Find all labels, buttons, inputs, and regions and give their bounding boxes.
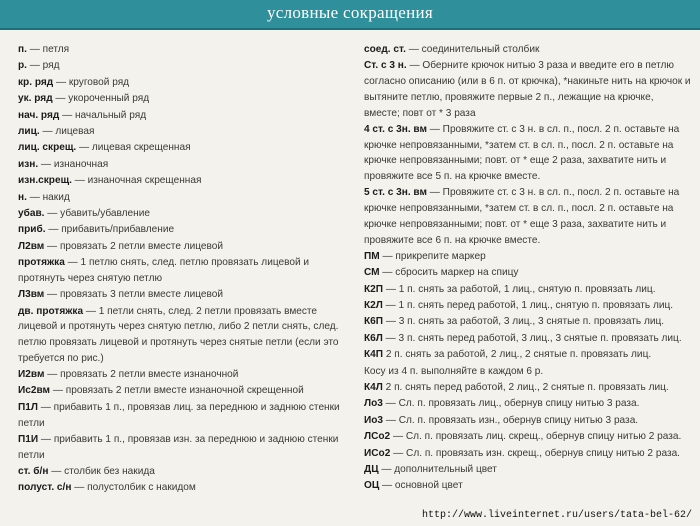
abbreviation-term: приб. xyxy=(18,224,46,236)
abbreviation-term: П1Л xyxy=(18,401,38,413)
abbreviation-definition: — Сл. п. провязать изн. скрещ., обернув спицу нитью 2 раза. xyxy=(390,447,680,459)
abbreviation-definition: — столбик без накида xyxy=(48,466,155,478)
abbreviation-term: Л3вм xyxy=(18,289,45,301)
abbreviation-entry xyxy=(18,140,350,156)
abbreviation-definition: 2 п. снять за работой, 2 лиц., 2 снятые п. провязать лиц. xyxy=(383,349,652,361)
abbreviation-entry xyxy=(364,265,692,281)
abbreviation-definition: — основной цвет xyxy=(379,480,463,492)
abbreviation-definition: — провязать 2 петли вместе изнаночной xyxy=(44,369,239,381)
abbreviation-term: К2П xyxy=(364,283,384,295)
abbreviation-entry xyxy=(18,206,350,222)
abbreviation-definition: — начальный ряд xyxy=(59,109,147,121)
abbreviation-entry xyxy=(18,108,350,124)
abbreviation-term: К4Л xyxy=(364,382,383,394)
abbreviation-definition: — Провяжите ст. с 3 н. в сл. п., посл. 2 п. оставьте на крючке непровязанными, *затем ст. в сл. п., посл. 2 п. оставьте на крючке непровязанными; повт. от * еще 2 раза, захватите нить и провяжите все 5 п. на крючке вместе. xyxy=(364,123,680,182)
abbreviation-term: р. xyxy=(18,60,27,72)
abbreviation-definition: — Сл. п. провязать лиц. скрещ., обернув спицу нитью 2 раза. xyxy=(390,431,682,443)
abbreviation-definition: — 3 п. снять за работой, 3 лиц., 3 снятые п. провязать лиц. xyxy=(383,316,665,328)
abbreviation-entry xyxy=(364,478,692,494)
abbreviation-term: К4П xyxy=(364,349,384,361)
section-header xyxy=(0,0,700,30)
abbreviation-definition: — провязать 2 петли вместе изнаночной скрещенной xyxy=(50,385,304,397)
abbreviation-definition: Косу из 4 п. выполняйте в каждом 6 р. xyxy=(364,365,544,377)
abbreviation-entry xyxy=(18,432,350,463)
abbreviation-entry xyxy=(18,75,350,91)
abbreviation-definition: — прибавить 1 п., провязав лиц. за переднюю и заднюю стенки петли xyxy=(18,401,340,429)
abbreviation-entry xyxy=(364,462,692,478)
abbreviation-definition: — Провяжите ст. с 3 н. в сл. п., посл. 2 п. оставьте на крючке непровязанными, *затем ст. в сл. п., посл. 2 п. оставьте на крючке непровязанными; повт. от * еще 3 раза, захватите нить и провяжите все 6 п. на крючке вместе. xyxy=(364,187,680,246)
abbreviation-term: П1И xyxy=(18,433,39,445)
abbreviation-term: изн. xyxy=(18,158,39,170)
abbreviation-entry xyxy=(364,331,692,347)
abbreviation-term: К6Л xyxy=(364,332,383,344)
abbreviation-entry xyxy=(364,396,692,412)
abbreviation-definition: — изнаночная xyxy=(38,158,109,170)
abbreviation-entry xyxy=(18,287,350,303)
abbreviation-entry xyxy=(364,380,692,396)
abbreviation-definition: — полустолбик с накидом xyxy=(71,482,196,494)
abbreviations-left-column xyxy=(18,42,350,497)
abbreviation-definition: — 1 петли снять, след. 2 петли провязать вместе лицевой и протянуть через снятую петлю, либо 2 петли снять, след. петлю провязать лицевой и протянуть через снятые петли (если это требуется по рис.) xyxy=(18,305,339,364)
abbreviation-entry xyxy=(18,400,350,431)
abbreviation-entry xyxy=(364,42,692,58)
abbreviation-definition: — прибавить/прибавление xyxy=(45,224,175,236)
abbreviation-entry xyxy=(18,255,350,286)
abbreviation-entry xyxy=(364,282,692,298)
abbreviation-definition: — 3 п. снять перед работой, 3 лиц., 3 снятые п. провязать лиц. xyxy=(382,332,682,344)
abbreviation-definition: — сбросить маркер на спицу xyxy=(379,267,519,279)
abbreviation-entry xyxy=(364,446,692,462)
abbreviation-term: И2вм xyxy=(18,369,45,381)
abbreviation-definition: — 1 п. снять за работой, 1 лиц., снятую п. провязать лиц. xyxy=(383,283,656,295)
abbreviation-entry xyxy=(18,304,350,367)
abbreviation-term: 5 ст. с 3н. вм xyxy=(364,187,427,199)
abbreviation-term: н. xyxy=(18,191,27,203)
abbreviation-term: Л2вм xyxy=(18,240,45,252)
abbreviation-term: К2Л xyxy=(364,300,383,312)
abbreviation-term: лиц. скрещ. xyxy=(18,142,77,154)
abbreviation-term: ДЦ xyxy=(364,463,379,475)
abbreviation-entry xyxy=(18,383,350,399)
abbreviation-definition: — прибавить 1 п., провязав изн. за переднюю и заднюю стенки петли xyxy=(18,433,339,461)
abbreviation-entry xyxy=(18,124,350,140)
abbreviation-term: кр. ряд xyxy=(18,76,54,88)
abbreviation-definition: — дополнительный цвет xyxy=(378,463,497,475)
abbreviation-term: изн.скрещ. xyxy=(18,175,72,187)
abbreviation-term: соед. ст. xyxy=(364,44,406,55)
abbreviation-entry xyxy=(364,364,692,380)
abbreviation-term: ЛСо2 xyxy=(364,431,391,443)
abbreviation-entry xyxy=(364,314,692,330)
abbreviation-term: 4 ст. с 3н. вм xyxy=(364,123,427,135)
abbreviation-term: Ст. с 3 н. xyxy=(364,60,407,72)
abbreviation-term: п. xyxy=(18,44,27,55)
abbreviation-term: лиц. xyxy=(18,125,40,137)
abbreviation-entry xyxy=(364,429,692,445)
abbreviations-right-column xyxy=(364,42,692,495)
abbreviation-definition: — Сл. п. провязать изн., обернув спицу нитью 3 раза. xyxy=(383,414,639,426)
abbreviation-entry xyxy=(18,464,350,480)
abbreviation-definition: — 1 петлю снять, след. петлю провязать лицевой и протянуть через снятую петлю xyxy=(18,257,310,284)
abbreviation-entry xyxy=(18,222,350,238)
abbreviation-term: К6П xyxy=(364,316,384,328)
abbreviation-term: полуст. с/н xyxy=(18,482,72,494)
abbreviation-term: протяжка xyxy=(18,257,65,269)
abbreviation-definition: — соединительный столбик xyxy=(405,44,540,55)
abbreviation-definition: — Сл. п. провязать лиц., обернув спицу нитью 3 раза. xyxy=(382,398,640,410)
abbreviation-definition: — убавить/убавление xyxy=(44,207,150,219)
source-url: http://www.liveinternet.ru/users/tata-bel-62/ xyxy=(421,510,692,521)
abbreviation-entry xyxy=(18,157,350,173)
abbreviation-term: Ло3 xyxy=(364,398,383,410)
abbreviation-term: ст. б/н xyxy=(18,466,49,478)
abbreviation-entry xyxy=(364,122,692,185)
abbreviation-term: Ио3 xyxy=(364,414,384,426)
abbreviation-entry xyxy=(18,190,350,206)
abbreviation-definition: — петля xyxy=(26,44,70,55)
abbreviation-definition: — лицевая xyxy=(39,125,95,137)
abbreviation-entry xyxy=(18,239,350,255)
abbreviation-definition: — круговой ряд xyxy=(53,76,130,88)
abbreviation-entry xyxy=(364,58,692,121)
abbreviation-definition: — 1 п. снять перед работой, 1 лиц., снятую п. провязать лиц. xyxy=(382,300,674,312)
abbreviation-entry xyxy=(364,413,692,429)
abbreviation-entry xyxy=(18,58,350,74)
abbreviation-definition: — Оберните крючок нитью 3 раза и введите его в петлю согласно описанию (или в 6 п. от крючка), *накиньте нить на крючок и вытяните петлю, провяжите первые 2 п., лежащие на крючке, вместе; повт от * 3 раза xyxy=(364,60,691,119)
abbreviation-definition: — лицевая скрещенная xyxy=(76,142,191,154)
abbreviation-definition: 2 п. снять перед работой, 2 лиц., 2 снятые п. провязать лиц. xyxy=(382,382,669,394)
abbreviation-definition: — накид xyxy=(26,191,70,203)
abbreviation-definition: — укороченный ряд xyxy=(52,93,150,105)
abbreviation-definition: — провязать 3 петли вместе лицевой xyxy=(44,289,224,301)
abbreviation-term: ОЦ xyxy=(364,480,380,492)
section-title: условные сокращения xyxy=(266,3,434,22)
abbreviation-definition: — изнаночная скрещенная xyxy=(71,175,202,187)
abbreviation-entry xyxy=(364,185,692,248)
abbreviation-term: дв. протяжка xyxy=(18,305,84,317)
abbreviation-entry xyxy=(364,298,692,314)
abbreviation-entry xyxy=(364,249,692,265)
abbreviation-definition: — прикрепите маркер xyxy=(379,250,486,262)
abbreviation-term: Ис2вм xyxy=(18,385,51,397)
abbreviation-term: ПМ xyxy=(364,250,380,262)
abbreviation-term: ук. ряд xyxy=(18,93,53,105)
abbreviation-term: ИСо2 xyxy=(364,447,391,459)
abbreviation-entry xyxy=(18,173,350,189)
abbreviation-term: СМ xyxy=(364,267,380,279)
abbreviation-definition: — провязать 2 петли вместе лицевой xyxy=(44,240,224,252)
abbreviation-entry xyxy=(18,42,350,58)
abbreviation-term: нач. ряд xyxy=(18,109,60,121)
abbreviation-entry xyxy=(18,480,350,496)
abbreviation-entry xyxy=(364,347,692,363)
abbreviation-entry xyxy=(18,367,350,383)
abbreviation-definition: — ряд xyxy=(26,60,60,72)
abbreviation-term: убав. xyxy=(18,207,45,219)
abbreviation-entry xyxy=(18,91,350,107)
